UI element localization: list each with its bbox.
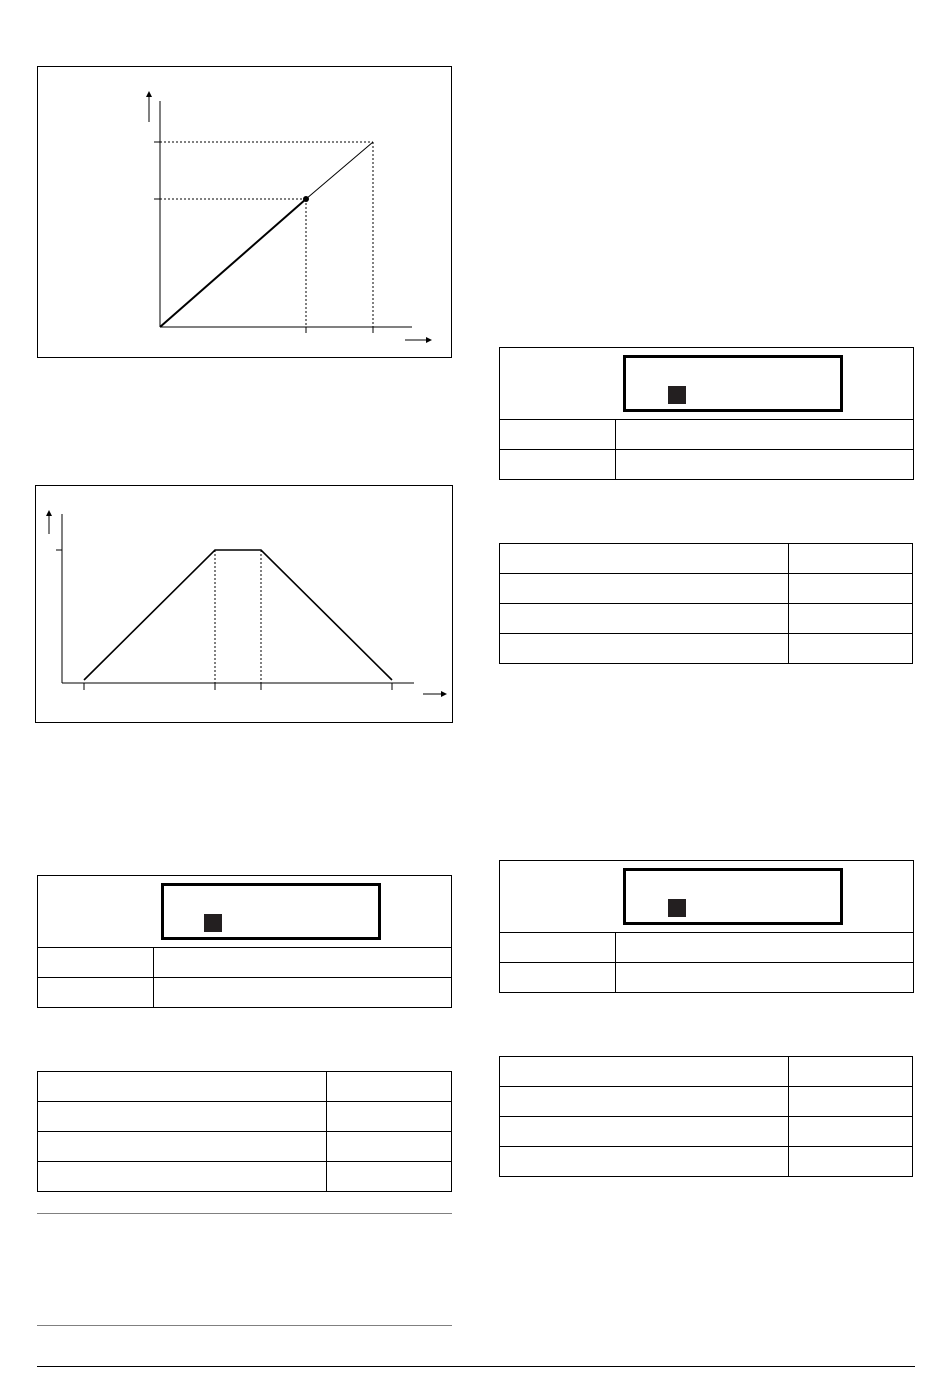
series-line-thin [306,142,373,199]
param-value [327,1132,452,1162]
row-key [500,963,616,993]
table-row [500,1147,913,1177]
param-value [789,1147,913,1177]
left-lcd-cursor-block [204,914,222,932]
linear-graph-svg [38,67,453,359]
series-line-bold [160,199,306,327]
param-name [500,1057,789,1087]
right-bottom-lcd-screen [623,868,843,925]
row-value [616,933,914,963]
param-value [327,1102,452,1132]
param-value [327,1162,452,1192]
row-key [500,933,616,963]
table-row [38,948,452,978]
right-top-display-panel [499,347,914,420]
row-value [616,963,914,993]
row-value [616,450,914,480]
right-bottom-display-panel [499,860,914,933]
trapezoid-profile [84,550,392,680]
row-key [38,948,154,978]
param-name [38,1072,327,1102]
param-name [500,1147,789,1177]
table-row [38,978,452,1008]
row-key [38,978,154,1008]
param-name [38,1162,327,1192]
param-value [789,1117,913,1147]
table-row [500,933,914,963]
table-row [38,1162,452,1192]
table-row [38,1102,452,1132]
y-arrow-head [46,510,52,516]
table-row [500,1087,913,1117]
table-row [500,574,913,604]
note-rule-top [37,1213,452,1214]
param-name [500,1117,789,1147]
table-row [500,1117,913,1147]
right-bottom-panel-rows [499,932,914,993]
param-name [38,1132,327,1162]
param-name [500,634,789,664]
param-name [38,1102,327,1132]
param-name [500,1087,789,1117]
param-value [789,574,913,604]
param-value [789,604,913,634]
table-row [500,544,913,574]
param-value [789,1087,913,1117]
x-arrow-head [426,337,432,343]
trapezoid-graph-figure [35,485,453,723]
left-lcd-screen [161,883,381,940]
table-row [500,420,914,450]
table-row [38,1132,452,1162]
right-bottom-lcd-cursor-block [668,899,686,917]
row-value [154,948,452,978]
param-value [789,1057,913,1087]
table-row [38,1072,452,1102]
x-arrow-head [441,691,447,697]
table-row [500,450,914,480]
table-row [500,1057,913,1087]
y-arrow-head [146,91,152,97]
param-name [500,544,789,574]
left-display-panel [37,875,452,948]
right-top-panel-rows [499,419,914,480]
row-key [500,420,616,450]
param-name [500,574,789,604]
row-value [154,978,452,1008]
note-rule-bottom [37,1325,452,1326]
right-bottom-parameter-table [499,1056,913,1177]
right-top-parameter-table [499,543,913,664]
param-value [327,1072,452,1102]
row-key [500,450,616,480]
right-top-lcd-screen [623,355,843,412]
right-top-lcd-cursor-block [668,386,686,404]
page-footer-rule [37,1366,915,1367]
table-row [500,634,913,664]
table-row [500,604,913,634]
left-parameter-table [37,1071,452,1192]
table-row [500,963,914,993]
linear-graph-figure [37,66,452,358]
trapezoid-graph-svg [36,486,454,724]
operating-point [303,196,309,202]
param-value [789,634,913,664]
left-panel-rows [37,947,452,1008]
param-value [789,544,913,574]
param-name [500,604,789,634]
row-value [616,420,914,450]
